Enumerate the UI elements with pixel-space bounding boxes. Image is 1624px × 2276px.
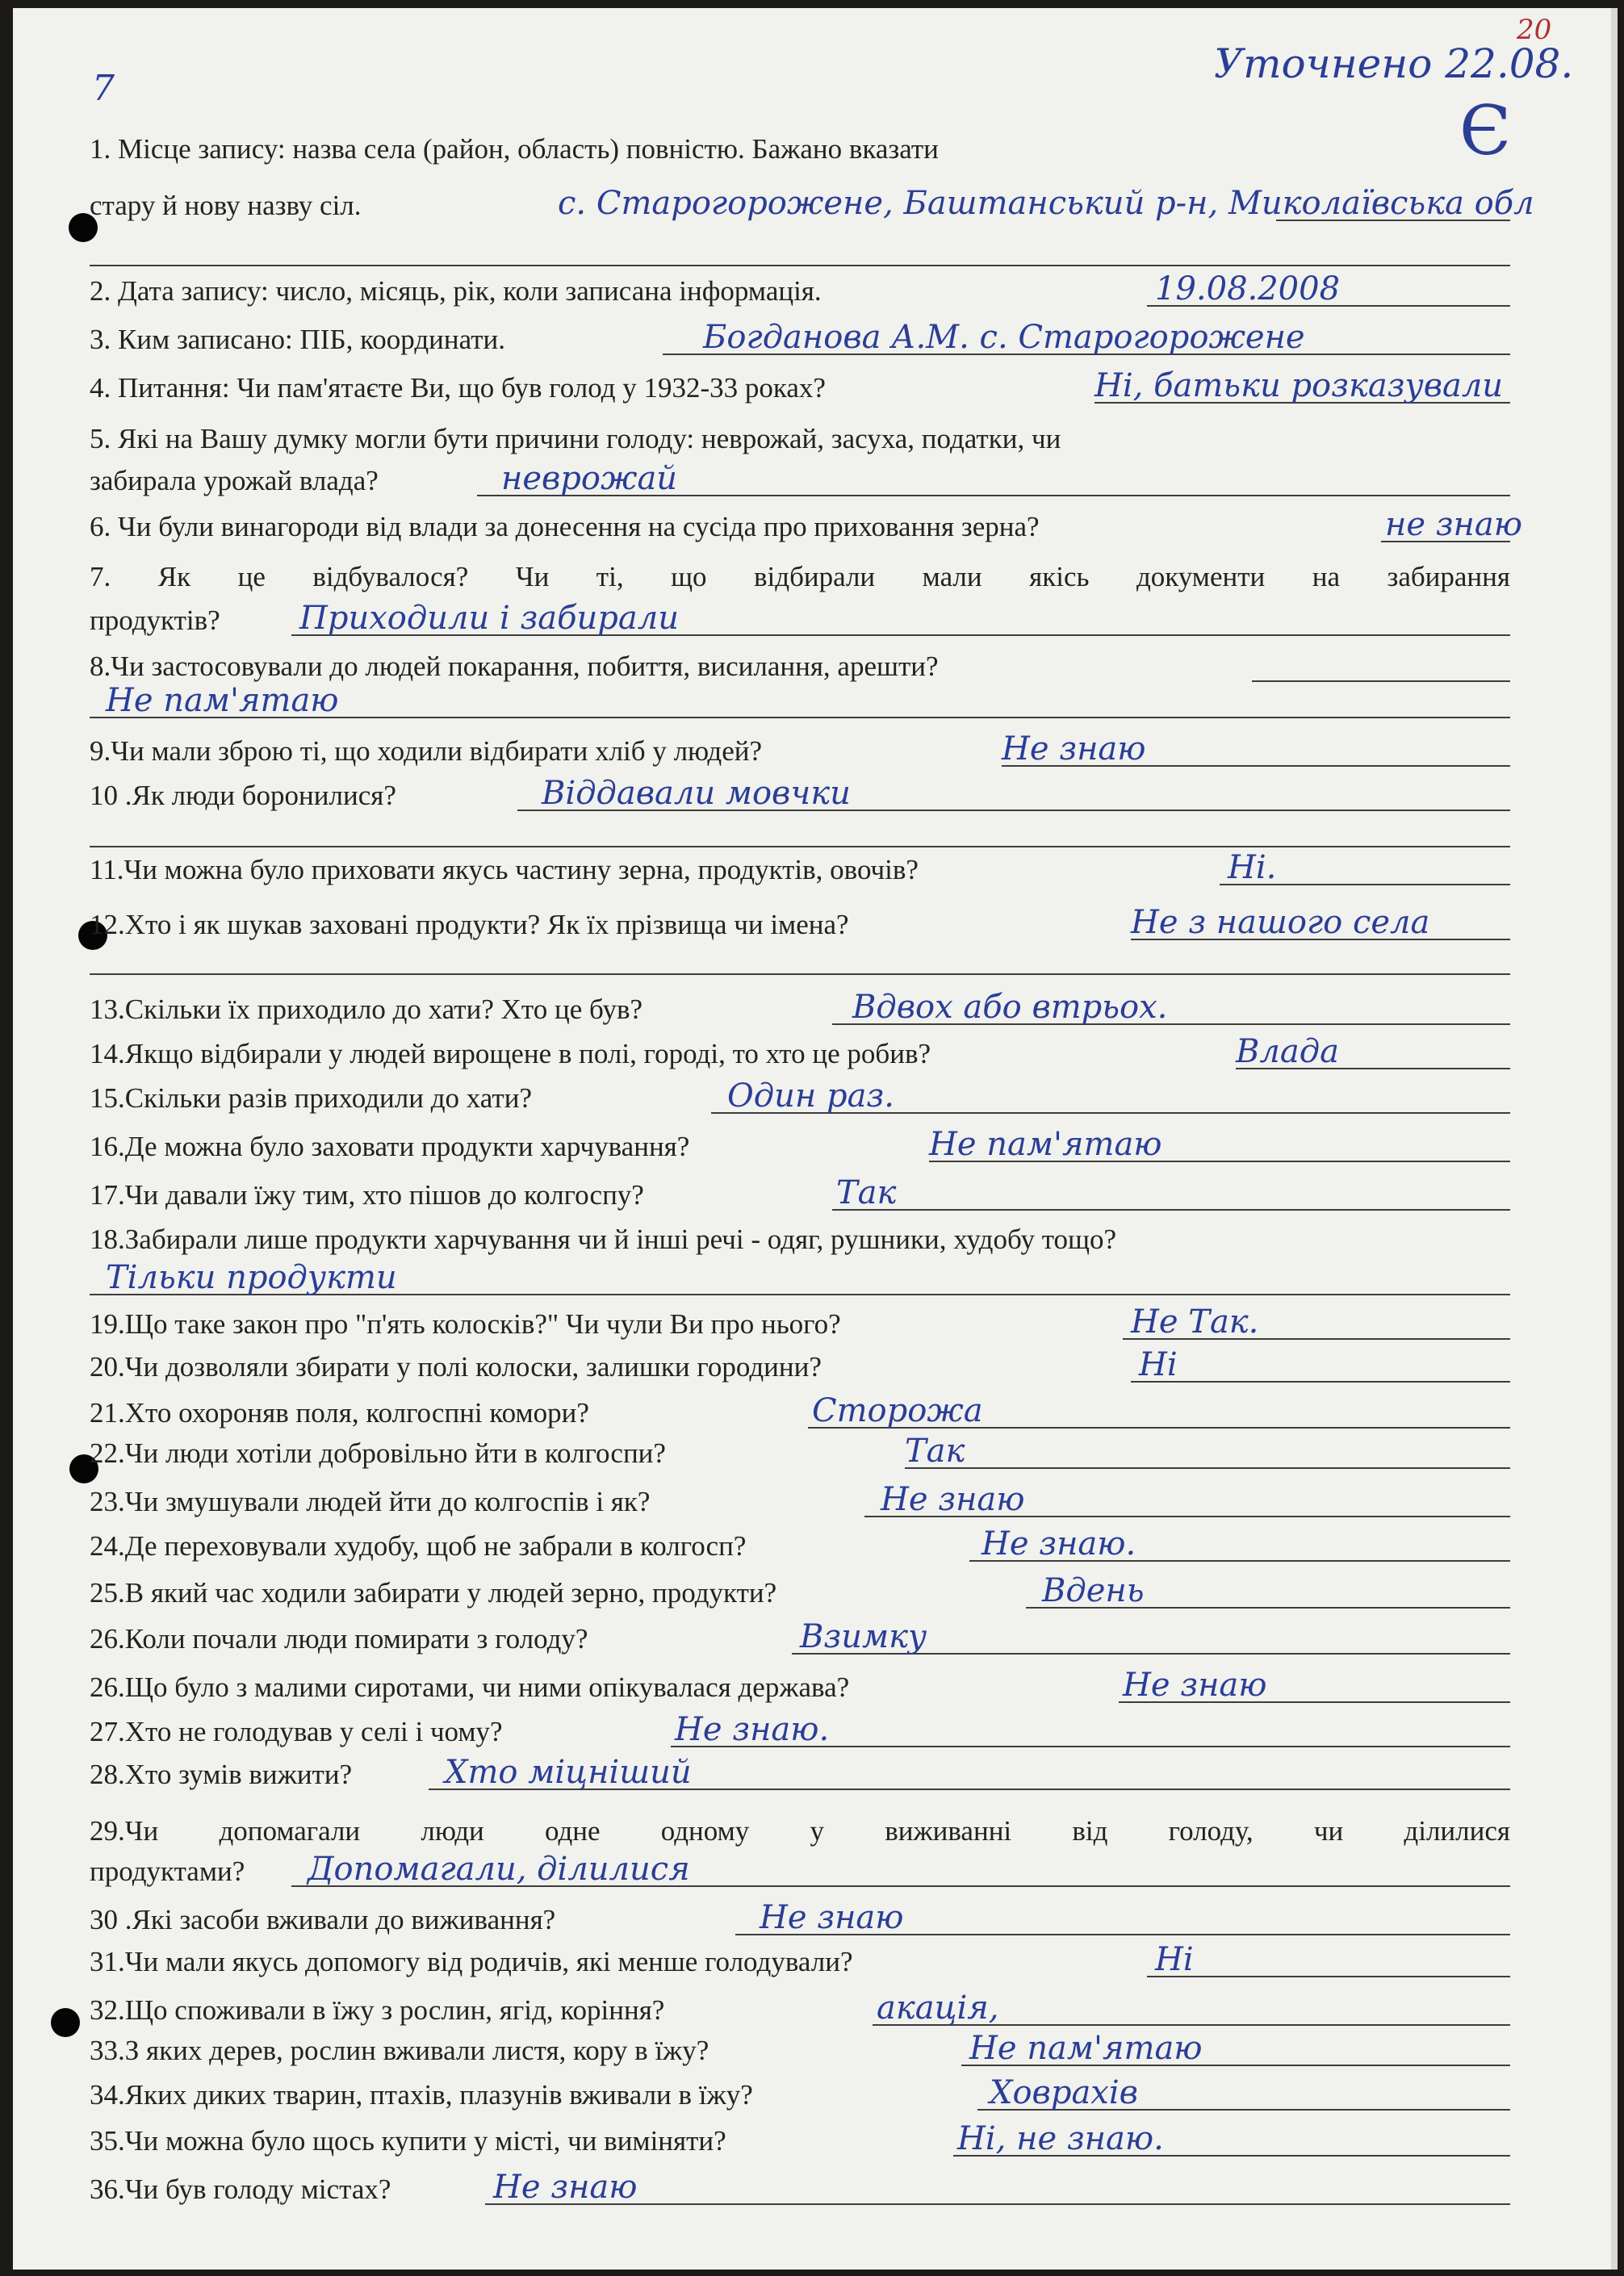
question-row bbox=[90, 1814, 1510, 1847]
question-row bbox=[90, 989, 1510, 1026]
question-row bbox=[90, 1077, 1510, 1115]
question-text: 15.Скільки разів приходили до хати? bbox=[90, 1082, 532, 1114]
handwritten-answer: Ні, не знаю. bbox=[957, 2120, 1164, 2157]
question-text: 32.Що споживали в їжу з рослин, ягід, коріння? bbox=[90, 1994, 665, 2026]
question-row bbox=[90, 2030, 1510, 2067]
question-row bbox=[90, 319, 1510, 356]
handwritten-answer: Ні. bbox=[1228, 849, 1277, 886]
handwritten-answer: Віддавали мовчки bbox=[542, 775, 851, 812]
question-row bbox=[90, 1174, 1510, 1211]
answer-underline bbox=[1147, 1976, 1510, 1977]
question-text: 17.Чи давали їжу тим, хто пішов до колгоспу? bbox=[90, 1179, 644, 1211]
question-text: продуктів? bbox=[90, 605, 220, 636]
question-text: 22.Чи люди хотіли добровільно йти в колгоспи? bbox=[90, 1437, 666, 1469]
question-text: 29.Чи допомагали люди одне одному у виживанні від голоду, чи ділилися bbox=[90, 1815, 1510, 1847]
handwritten-answer: Ні, батьки розказували bbox=[1095, 367, 1504, 404]
revision-mark: Є bbox=[1459, 91, 1512, 170]
question-text: 24.Де переховували худобу, щоб не забрали в колгосп? bbox=[90, 1530, 747, 1562]
handwritten-answer: Не знаю bbox=[1002, 730, 1146, 768]
question-text: 31.Чи мали якусь допомогу від родичів, які менше голодували? bbox=[90, 1946, 853, 1977]
question-text: 18.Забирали лише продукти харчування чи й інші речі - одяг, рушники, худобу тощо? bbox=[90, 1224, 1117, 1255]
handwritten-answer: Не пам'ятаю bbox=[969, 2030, 1203, 2067]
question-row bbox=[90, 1754, 1510, 1791]
question-text: стару й нову назву сіл. bbox=[90, 190, 362, 221]
question-row bbox=[90, 132, 1510, 165]
question-row bbox=[90, 1259, 1510, 1296]
answer-underline bbox=[90, 846, 1510, 847]
question-text: 23.Чи змушували людей йти до колгоспів і як? bbox=[90, 1486, 651, 1517]
question-row bbox=[90, 943, 1510, 975]
answer-underline bbox=[90, 265, 1510, 266]
answer-underline bbox=[1252, 680, 1510, 682]
question-row bbox=[90, 1989, 1510, 2027]
question-text: 14.Якщо відбирали у людей вирощене в полі, городі, то хто це робив? bbox=[90, 1038, 931, 1069]
question-text: 12.Хто і як шукав заховані продукти? Як їх прізвища чи імена? bbox=[90, 909, 849, 940]
question-row bbox=[90, 185, 1534, 222]
handwritten-answer: Один раз. bbox=[727, 1077, 894, 1115]
page-number: 7 bbox=[92, 68, 115, 109]
handwritten-answer: неврожай bbox=[501, 460, 678, 497]
question-text: 7. Як це відбувалося? Чи ті, що відбирали мали якісь документи на забирання bbox=[90, 561, 1510, 592]
handwritten-answer: 19.08.2008 bbox=[1155, 270, 1341, 308]
question-row bbox=[90, 1346, 1510, 1383]
handwritten-answer: Не пам'ятаю bbox=[106, 682, 339, 719]
handwritten-answer: не знаю bbox=[1385, 506, 1522, 543]
question-row bbox=[90, 1392, 1510, 1429]
handwritten-answer: Не знаю bbox=[493, 2169, 638, 2206]
question-text: 36.Чи був голоду містах? bbox=[90, 2173, 391, 2205]
question-text: 26.Що було з малими сиротами, чи ними опікувалася держава? bbox=[90, 1671, 850, 1703]
answer-underline bbox=[90, 973, 1510, 975]
handwritten-answer: Влада bbox=[1236, 1033, 1339, 1070]
question-text: 3. Ким записано: ПІБ, координати. bbox=[90, 324, 506, 355]
question-row bbox=[90, 234, 1510, 266]
question-row bbox=[90, 560, 1510, 592]
question-row bbox=[90, 2074, 1510, 2111]
handwritten-answer: Не знаю. bbox=[675, 1711, 830, 1748]
question-row bbox=[90, 904, 1510, 941]
question-row bbox=[90, 506, 1522, 543]
revision-superscript: 20 bbox=[1517, 14, 1552, 46]
question-text: 25.В який час ходили забирати у людей зерно, продукти? bbox=[90, 1577, 777, 1609]
handwritten-answer: Хто міцніший bbox=[445, 1754, 692, 1791]
question-row bbox=[90, 1303, 1510, 1341]
question-row bbox=[90, 460, 1510, 497]
handwritten-answer: Не з нашого села bbox=[1131, 904, 1430, 941]
handwritten-answer: Не знаю bbox=[760, 1899, 904, 1936]
question-text: 2. Дата запису: число, місяць, рік, коли записана інформація. bbox=[90, 275, 822, 307]
question-row bbox=[90, 2169, 1510, 2206]
question-text: забирала урожай влада? bbox=[90, 465, 379, 496]
question-row bbox=[90, 1481, 1510, 1518]
question-text: 16.Де можна було заховати продукти харчування? bbox=[90, 1131, 690, 1162]
answer-underline bbox=[485, 2203, 1510, 2205]
question-text: 6. Чи були винагороди від влади за донесення на сусіда про приховання зерна? bbox=[90, 511, 1040, 542]
question-text: 27.Хто не голодував у селі і чому? bbox=[90, 1716, 503, 1747]
question-row bbox=[90, 1851, 1510, 1888]
question-row bbox=[90, 422, 1510, 454]
handwritten-answer: Так bbox=[905, 1433, 965, 1470]
handwritten-answer: Не Так. bbox=[1131, 1303, 1259, 1341]
question-row bbox=[90, 849, 1510, 886]
handwritten-answer: Тільки продукти bbox=[106, 1259, 397, 1296]
question-text: 11.Чи можна було приховати якусь частину зерна, продуктів, овочів? bbox=[90, 854, 919, 885]
question-row bbox=[90, 1711, 1510, 1748]
question-row bbox=[90, 1525, 1510, 1563]
question-text: 1. Місце запису: назва села (район, область) повністю. Бажано вказати bbox=[90, 133, 939, 165]
question-text: 20.Чи дозволяли збирати у полі колоски, залишки городини? bbox=[90, 1351, 822, 1383]
question-text: 9.Чи мали зброю ті, що ходили відбирати хліб у людей? bbox=[90, 735, 763, 767]
handwritten-answer: Не пам'ятаю bbox=[929, 1126, 1162, 1163]
question-row bbox=[90, 775, 1510, 812]
handwritten-answer: Не знаю. bbox=[982, 1525, 1136, 1563]
question-text: 19.Що таке закон про "п'ять колосків?" Чи чули Ви про нього? bbox=[90, 1308, 841, 1340]
question-text: 5. Які на Вашу думку могли бути причини голоду: неврожай, засуха, податки, чи bbox=[90, 423, 1061, 454]
page-edge-shadow bbox=[1611, 8, 1618, 2270]
question-row bbox=[90, 650, 1510, 682]
question-text: 10 .Як люди боронилися? bbox=[90, 780, 396, 811]
question-row bbox=[90, 1667, 1510, 1704]
question-text: 35.Чи можна було щось купити у місті, чи виміняти? bbox=[90, 2125, 726, 2157]
question-row bbox=[90, 367, 1510, 404]
question-row bbox=[90, 1941, 1510, 1978]
question-text: 33.З яких дерев, рослин вживали листя, кору в їжу? bbox=[90, 2035, 709, 2066]
answer-underline bbox=[1131, 1381, 1510, 1383]
handwritten-answer: Сторожа bbox=[812, 1392, 983, 1429]
handwritten-answer: Ховрахів bbox=[990, 2074, 1138, 2111]
question-row bbox=[90, 682, 1510, 719]
question-text: 26.Коли почали люди помирати з голоду? bbox=[90, 1623, 588, 1655]
handwritten-answer: Не знаю bbox=[1123, 1667, 1267, 1704]
question-row bbox=[90, 270, 1510, 308]
question-row bbox=[90, 1433, 1510, 1470]
handwritten-answer: Вдень bbox=[1042, 1572, 1145, 1609]
question-text: продуктами? bbox=[90, 1856, 245, 1887]
question-text: 8.Чи застосовували до людей покарання, побиття, висилання, арешти? bbox=[90, 651, 939, 682]
question-text: 21.Хто охороняв поля, колгоспні комори? bbox=[90, 1397, 589, 1429]
question-row bbox=[90, 1899, 1510, 1936]
punch-hole-4 bbox=[51, 2008, 80, 2037]
questionnaire-page bbox=[13, 8, 1618, 2270]
question-row bbox=[90, 1126, 1510, 1163]
question-row bbox=[90, 2120, 1510, 2157]
question-text: 34.Яких диких тварин, птахів, плазунів вживали в їжу? bbox=[90, 2079, 753, 2111]
handwritten-answer: Не знаю bbox=[881, 1481, 1025, 1518]
handwritten-answer: Богданова А.М. с. Старогорожене bbox=[703, 319, 1305, 356]
question-row bbox=[90, 1572, 1510, 1609]
question-row bbox=[90, 1618, 1510, 1655]
handwritten-answer: Допомагали, ділилися bbox=[308, 1851, 690, 1888]
question-row bbox=[90, 730, 1510, 768]
handwritten-answer: с. Старогорожене, Баштанський р-н, Миколаївська обл bbox=[558, 185, 1534, 222]
question-row bbox=[90, 600, 1510, 637]
revision-note: Уточнено 22.08. bbox=[1214, 40, 1574, 87]
question-text: 4. Питання: Чи пам'ятаєте Ви, що був голод у 1932-33 роках? bbox=[90, 372, 826, 404]
question-row bbox=[90, 1223, 1510, 1255]
answer-underline bbox=[905, 1467, 1510, 1469]
handwritten-answer: Приходили і забирали bbox=[299, 600, 679, 637]
answer-underline bbox=[832, 1209, 1510, 1211]
handwritten-answer: акація, bbox=[877, 1989, 999, 2027]
question-row bbox=[90, 815, 1510, 847]
question-text: 13.Скільки їх приходило до хати? Хто це був? bbox=[90, 994, 643, 1025]
handwritten-answer: Ні bbox=[1155, 1941, 1194, 1978]
question-text: 28.Хто зумів вижити? bbox=[90, 1759, 353, 1790]
handwritten-answer: Вдвох або втрьох. bbox=[852, 989, 1168, 1026]
question-row bbox=[90, 1033, 1510, 1070]
question-text: 30 .Які засоби вживали до виживання? bbox=[90, 1904, 556, 1935]
handwritten-answer: Так bbox=[836, 1174, 897, 1211]
handwritten-answer: Ні bbox=[1139, 1346, 1178, 1383]
handwritten-answer: Взимку bbox=[800, 1618, 927, 1655]
